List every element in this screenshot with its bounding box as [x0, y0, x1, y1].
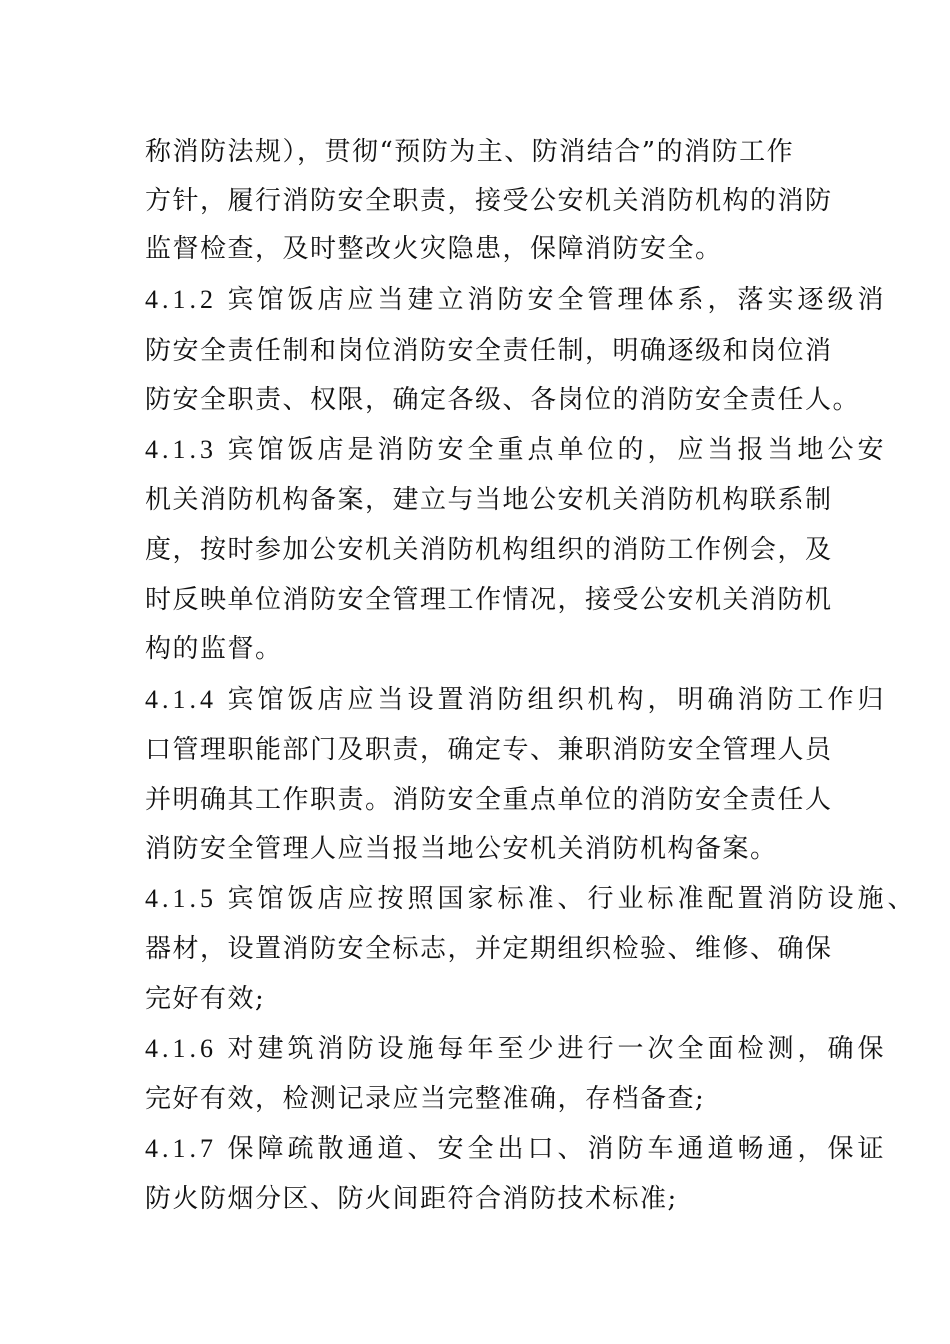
- text-line: 防安全职责、权限，确定各级、各岗位的消防安全责任人。: [145, 385, 861, 415]
- clause-4-1-4: 4.1.4 宾馆饭店应当设置消防组织机构，明确消防工作归: [145, 685, 888, 714]
- text-line: 防安全责任制和岗位消防安全责任制，明确逐级和岗位消: [145, 336, 833, 366]
- text-line: 防火防烟分区、防火间距符合消防技术标准;: [145, 1184, 678, 1214]
- text-line: 口管理职能部门及职责，确定专、兼职消防安全管理人员: [145, 735, 833, 765]
- text-line: 机关消防机构备案，建立与当地公安机关消防机构联系制: [145, 485, 833, 515]
- text-line: 器材，设置消防安全标志，并定期组织检验、维修、确保: [145, 934, 833, 964]
- text-line: 消防安全管理人应当报当地公安机关消防机构备案。: [145, 834, 778, 864]
- text-line: 时反映单位消防安全管理工作情况，接受公安机关消防机: [145, 585, 833, 615]
- clause-4-1-7: 4.1.7 保障疏散通道、安全出口、消防车通道畅通，保证: [145, 1134, 888, 1163]
- clause-4-1-2: 4.1.2 宾馆饭店应当建立消防安全管理体系，落实逐级消: [145, 285, 888, 314]
- text-line: 度，按时参加公安机关消防机构组织的消防工作例会，及: [145, 535, 833, 565]
- text-line: 并明确其工作职责。消防安全重点单位的消防安全责任人: [145, 785, 833, 815]
- text-line: 称消防法规），贯彻“预防为主、防消结合”的消防工作: [145, 137, 795, 167]
- text-line: 完好有效;: [145, 984, 266, 1014]
- text-line: 监督检查，及时整改火灾隐患，保障消防安全。: [145, 234, 723, 264]
- clause-4-1-5: 4.1.5 宾馆饭店应按照国家标准、行业标准配置消防设施、: [145, 884, 918, 913]
- clause-4-1-6: 4.1.6 对建筑消防设施每年至少进行一次全面检测，确保: [145, 1034, 888, 1063]
- text-line: 完好有效，检测记录应当完整准确，存档备查;: [145, 1084, 706, 1114]
- clause-4-1-3: 4.1.3 宾馆饭店是消防安全重点单位的，应当报当地公安: [145, 435, 888, 464]
- text-line: 方针，履行消防安全职责，接受公安机关消防机构的消防: [145, 186, 833, 216]
- text-line: 构的监督。: [145, 634, 283, 664]
